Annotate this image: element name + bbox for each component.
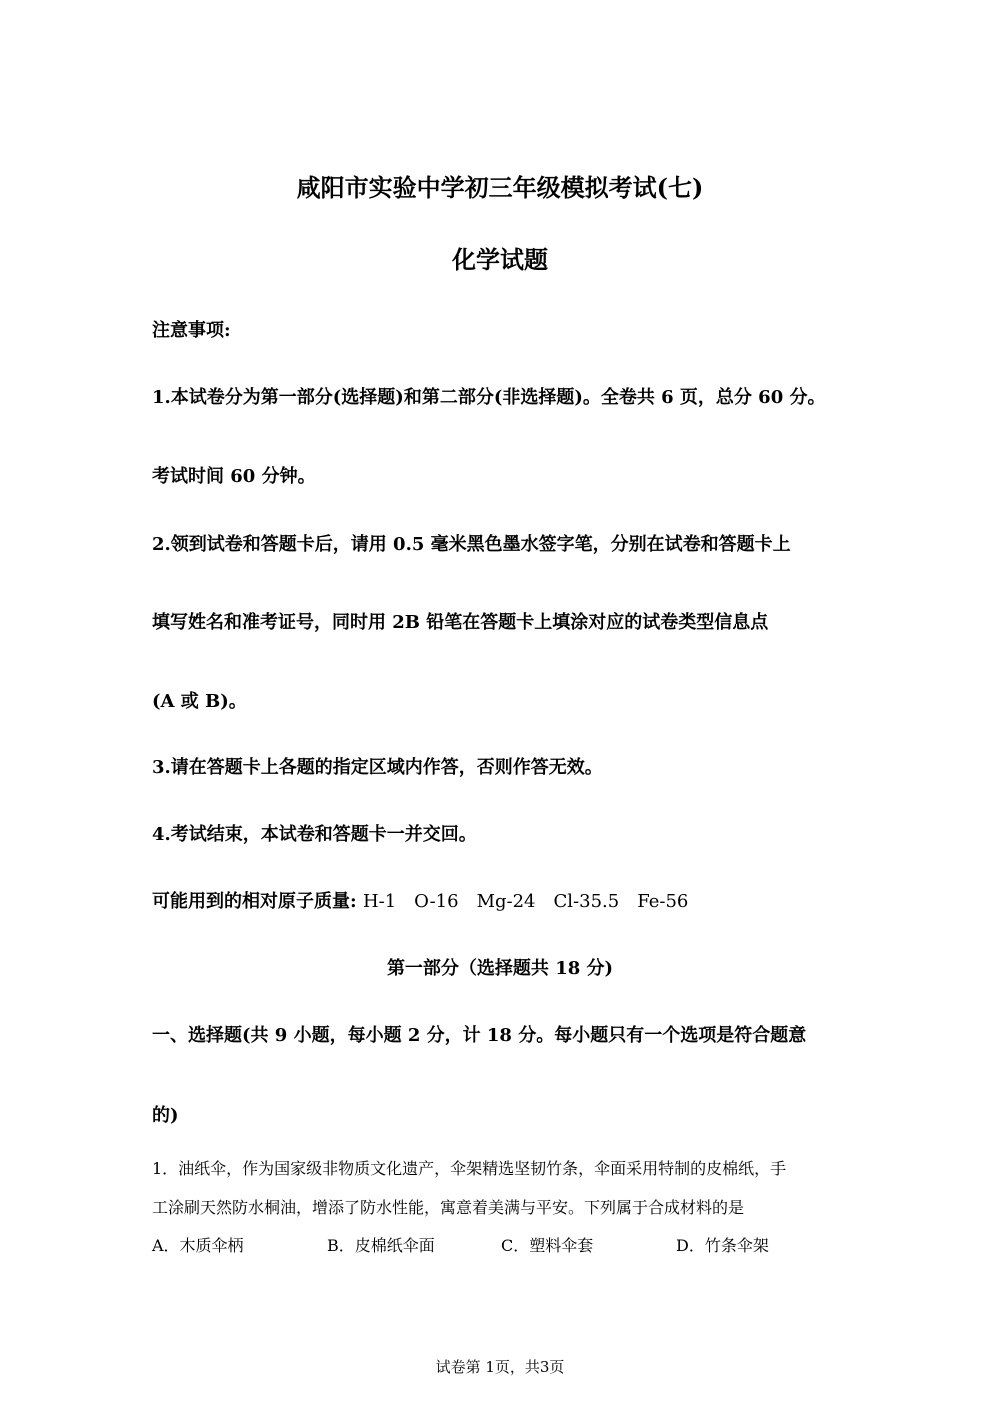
- notice-line-3: 2.领到试卷和答题卡后，请用 0.5 毫米黑色墨水签字笔，分别在试卷和答题卡上: [152, 534, 791, 555]
- notice-line-7: 4.考试结束，本试卷和答题卡一并交回。: [152, 824, 477, 845]
- page-footer: 试卷第 1页，共3页: [435, 1358, 565, 1376]
- section-instruction-1: 一、选择题(共 9 小题，每小题 2 分，计 18 分。每小题只有一个选项是符合题意: [152, 1025, 807, 1046]
- notice-line-4: 填写姓名和准考证号，同时用 2B 铅笔在答题卡上填涂对应的试卷类型信息点: [152, 612, 769, 633]
- option-b: B．皮棉纸伞面: [327, 1236, 435, 1255]
- notice-line-1: 1.本试卷分为第一部分(选择题)和第二部分(非选择题)。全卷共 6 页，总分 60 分。: [152, 387, 826, 408]
- part1-heading: 第一部分（选择题共 18 分): [386, 958, 614, 979]
- atomic-mass-line: [152, 887, 688, 913]
- notice-line-6: 3.请在答题卡上各题的指定区域内作答，否则作答无效。: [152, 757, 603, 778]
- notice-line-5: (A 或 B)。: [152, 691, 247, 712]
- atomic-mass-label: 可能用到的相对原子质量:: [152, 891, 357, 912]
- exam-subtitle: 化学试题: [452, 245, 548, 274]
- notice-heading: 注意事项:: [152, 320, 231, 341]
- notice-line-2: 考试时间 60 分钟。: [152, 466, 316, 487]
- atomic-mass-values: H-1 O-16 Mg-24 Cl-35.5 Fe-56: [362, 891, 689, 912]
- option-a: A．木质伞柄: [152, 1236, 244, 1255]
- question-1-stem-1: 1．油纸伞，作为国家级非物质文化遗产，伞架精选坚韧竹条，伞面采用特制的皮棉纸，手: [152, 1159, 787, 1178]
- option-c: C．塑料伞套: [501, 1236, 594, 1255]
- question-1-stem-2: 工涂刷天然防水桐油，增添了防水性能，寓意着美满与平安。下列属于合成材料的是: [152, 1198, 745, 1217]
- exam-title: 咸阳市实验中学初三年级模拟考试(七): [296, 173, 704, 202]
- option-d: D．竹条伞架: [676, 1236, 769, 1255]
- section-instruction-2: 的): [152, 1105, 179, 1126]
